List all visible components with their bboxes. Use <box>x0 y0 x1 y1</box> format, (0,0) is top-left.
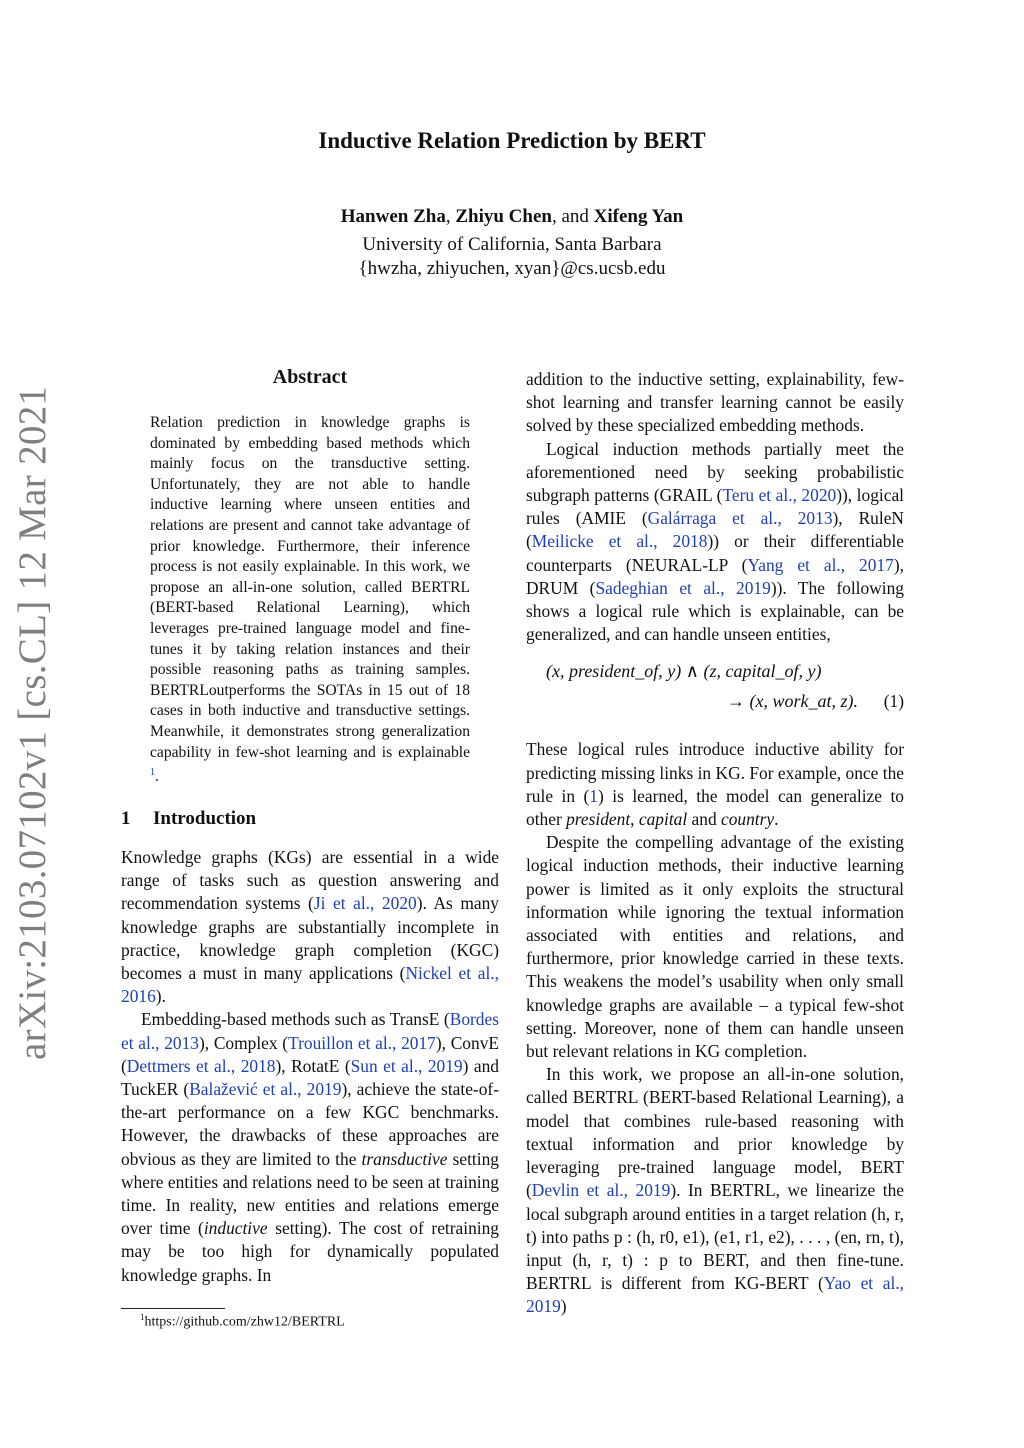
model-name: BERT <box>411 578 451 596</box>
emphasis: country <box>721 809 775 830</box>
body-text: RL (BERT-based Relational Learning), a model that combines rule-based reasoning with textual information and prior knowledge by leveraging pre-trained language model, BERT ( <box>526 1087 904 1201</box>
paragraph <box>121 1008 499 1286</box>
emphasis: president <box>566 809 631 830</box>
author-name: Zhiyu Chen <box>455 206 552 227</box>
body-text: ) <box>560 1296 567 1317</box>
body-text: RL, we linearize the local subgraph around entities in a target relation (h, r, t) into paths p : (h, r0, e1), (e1, r1, e2), . . . , (en, rn, t), input (h, r, t) : p to BERT, and then fine-tune. <box>526 1180 904 1270</box>
body-text: ). In <box>670 1180 711 1201</box>
body-text: ), RotatE ( <box>275 1055 351 1076</box>
author-separator: , <box>445 206 456 227</box>
equation-line: → (x, work_at, z). <box>727 691 858 712</box>
body-text: and <box>687 809 721 830</box>
body-text: setting). The cost of retraining may be too high for dynamically populated knowledge graphs. In <box>121 1218 500 1285</box>
body-text: ) is learned, the model can generalize to other <box>526 785 904 830</box>
body-text: ), ConvE ( <box>121 1032 500 1076</box>
footnote-link[interactable]: 1 <box>150 767 155 779</box>
author-email: {hwzha, zhiyuchen, xyan}@cs.ucsb.edu <box>358 258 666 279</box>
body-text: ), RuleN ( <box>526 508 904 552</box>
footnote <box>140 1312 500 1331</box>
model-name: BERT <box>150 681 189 699</box>
footnote-divider <box>121 1308 225 1309</box>
emphasis: transductive <box>361 1148 448 1169</box>
paragraph: addition to the inductive setting, explainability, few-shot learning and transfer learning cannot be easily solved by these specialized embedding methods. <box>526 369 904 436</box>
equation-number: (1) <box>883 691 904 712</box>
citation-link[interactable]: Teru et al., 2020 <box>722 485 837 506</box>
paragraph: Despite the compelling advantage of the existing logical induction methods, their inductive learning power is limited as it only exploits the structural information while ignoring the textual information associated with entities and relations, and furthermore, prior knowledge carried in these texts. This weakens the model’s usability when only small knowledge graphs are available – a typical few-shot setting. Moreover, none of them can handle unseen but relevant relations in KG completion. <box>526 832 904 1062</box>
citation-link[interactable]: Trouillon et al., 2017 <box>288 1032 436 1053</box>
equation-line: (x, president_of, y) ∧ (z, capital_of, y) <box>546 661 822 682</box>
equation-ref-link[interactable]: 1 <box>589 785 598 806</box>
abstract-heading: Abstract <box>272 366 348 388</box>
body-text: Embedding-based methods such as TransE ( <box>141 1009 450 1030</box>
citation-link[interactable]: Balažević et al., 2019 <box>189 1079 342 1100</box>
abstract-text: . <box>155 768 159 786</box>
emphasis: capital <box>638 809 688 830</box>
body-text: ). <box>155 986 166 1007</box>
body-text: Knowledge graphs (KGs) are essential in a wide range of tasks such as question answering and recommendation systems ( <box>121 847 499 914</box>
left-column <box>121 846 499 1287</box>
body-text: These logical rules introduce inductive ability for predicting missing links in KG. For example, once the rule in ( <box>526 739 904 806</box>
paragraph <box>121 846 499 1008</box>
section-number: 1 <box>121 808 131 829</box>
body-text: , <box>630 809 639 830</box>
body-text: ), achieve the state-of-the-art performance on a few KGC benchmarks. However, the drawbacks of these approaches are obvious as they are limited to the <box>121 1079 499 1169</box>
citation-link[interactable]: Sun et al., 2019 <box>350 1055 463 1076</box>
citation-link[interactable]: Bordes et al., 2013 <box>121 1009 499 1053</box>
section-title: Introduction <box>153 808 257 829</box>
body-text: ). As many knowledge graphs are substantially incomplete in practice, knowledge graph completion (KGC) becomes a must in many applications ( <box>121 893 499 984</box>
paragraph <box>526 438 904 647</box>
affiliation: University of California, Santa Barbara <box>362 234 662 255</box>
paragraph <box>526 738 904 831</box>
author-name: Xifeng Yan <box>593 206 684 227</box>
body-text: Logical induction methods partially meet the aforementioned need by seeking probabilistic subgraph patterns (GRAIL ( <box>526 438 904 506</box>
arxiv-stamp: arXiv:2103.07102v1 [cs.CL] 12 Mar 2021 <box>11 385 54 1060</box>
citation-link[interactable]: Meilicke et al., 2018 <box>531 531 708 552</box>
model-name: BERT <box>572 1087 617 1108</box>
body-text: ), Complex ( <box>198 1032 289 1053</box>
abstract-body <box>150 413 470 788</box>
body-text: . <box>774 809 779 830</box>
citation-link[interactable]: Sadeghian et al., 2019 <box>595 577 771 598</box>
footnote-mark: 1 <box>140 1312 145 1322</box>
abstract-text: Relation prediction in knowledge graphs is dominated by embedding based methods which mainly focus on the transductive setting. Unfortunately, they are not able to handle inductive learning where unseen entities and relations are present and cannot take advantage of prior knowledge. Furthermore, their inference process is not easily explainable. In this work, we propose an all-in-one solution, called <box>150 414 470 596</box>
body-text: ), DRUM ( <box>526 554 904 598</box>
footnote-url[interactable]: https://github.com/zhw12/BERTRL <box>144 1314 345 1330</box>
model-name: BERT <box>526 1273 570 1294</box>
abstract-text: RLoutperforms the SOTAs in 15 out of 18 cases in both inductive and transductive settings. Meanwhile, it demonstrates strong generalization capability in few-shot learning and is explainable <box>150 681 470 761</box>
citation-link[interactable]: Dettmers et al., 2018 <box>126 1055 276 1076</box>
citation-link[interactable]: Yang et al., 2017 <box>747 554 894 575</box>
section-heading <box>121 808 501 830</box>
body-text: setting where entities and relations need to be seen at training time. In reality, new entities and relations emerge over time ( <box>121 1148 499 1239</box>
body-text: )), logical rules (AMIE ( <box>526 485 904 529</box>
citation-link[interactable]: Nickel et al., 2016 <box>121 963 499 1007</box>
paragraph <box>526 1063 904 1318</box>
author-list <box>0 206 1024 228</box>
emphasis: inductive <box>203 1218 268 1239</box>
model-name: BERT <box>710 1180 754 1201</box>
abstract-text: RL (BERT-based Relational Learning), which leverages pre-trained language model and fine-tunes it by taking relation instances and their possible reasoning paths as training samples. <box>150 578 470 679</box>
citation-link[interactable]: Ji et al., 2020 <box>313 893 417 914</box>
body-text: ) and TuckER ( <box>121 1055 499 1100</box>
body-text: )) or their differentiable counterparts (NEURAL-LP ( <box>526 531 904 575</box>
paper-title: Inductive Relation Prediction by BERT <box>318 128 706 153</box>
body-text: In this work, we propose an all-in-one solution, called <box>526 1064 904 1108</box>
equation-block <box>526 646 904 738</box>
author-separator: , and <box>551 206 594 227</box>
citation-link[interactable]: Yao et al., 2019 <box>526 1273 904 1317</box>
right-column <box>526 368 904 1319</box>
author-name: Hanwen Zha <box>340 206 446 227</box>
body-text: RL is different from KG-BERT ( <box>569 1273 824 1294</box>
body-text: )). The following shows a logical rule which is explainable, can be generalized, and can handle unseen entities, <box>526 577 904 645</box>
citation-link[interactable]: Devlin et al., 2019 <box>531 1180 671 1201</box>
citation-link[interactable]: Galárraga et al., 2013 <box>647 508 833 529</box>
